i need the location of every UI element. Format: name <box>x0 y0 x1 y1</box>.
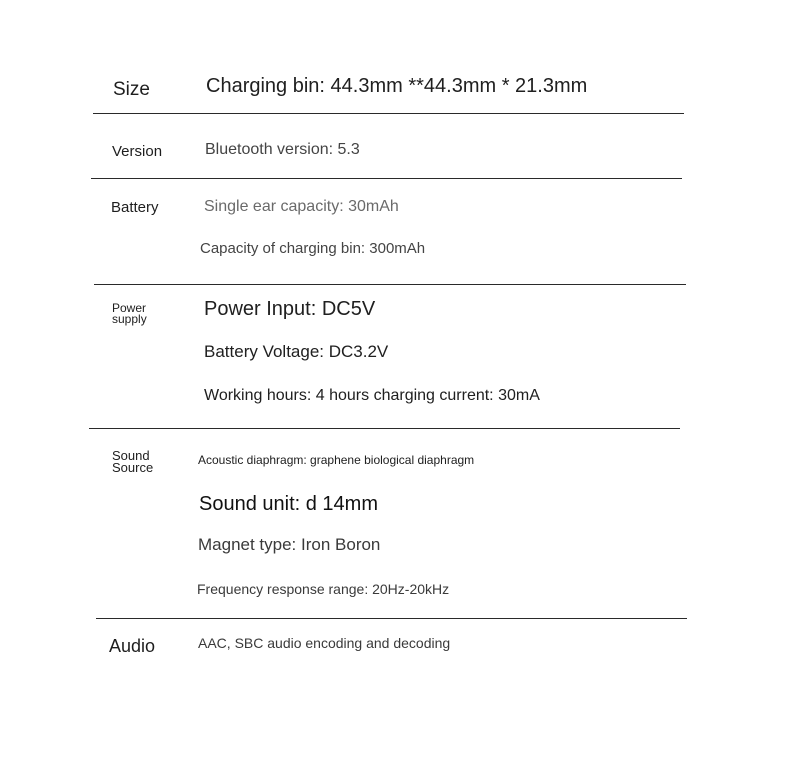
row-divider <box>93 113 684 114</box>
size-value: Charging bin: 44.3mm **44.3mm * 21.3mm <box>206 75 588 97</box>
battery-voltage: Battery Voltage: DC3.2V <box>204 342 389 361</box>
row-divider <box>96 618 687 619</box>
battery-single-ear-capacity: Single ear capacity: 30mAh <box>204 198 399 215</box>
sound-unit: Sound unit: d 14mm <box>199 493 378 515</box>
audio-label: Audio <box>109 636 156 656</box>
battery-charging-bin-capacity: Capacity of charging bin: 300mAh <box>200 240 426 257</box>
power-label-line2: supply <box>112 312 147 326</box>
power-label-line1: Power <box>112 301 147 315</box>
battery-label: Battery <box>111 199 159 216</box>
frequency-response: Frequency response range: 20Hz-20kHz <box>197 581 450 597</box>
sound-label-line2: Source <box>112 460 154 475</box>
sound-label-line1: Sound <box>112 448 150 463</box>
magnet-type: Magnet type: Iron Boron <box>198 535 381 554</box>
audio-codecs: AAC, SBC audio encoding and decoding <box>198 635 451 651</box>
version-value: Bluetooth version: 5.3 <box>205 141 360 158</box>
power-input: Power Input: DC5V <box>204 298 376 320</box>
row-divider <box>91 178 682 179</box>
size-label: Size <box>113 79 150 100</box>
working-hours: Working hours: 4 hours charging current: 30mA <box>204 387 540 404</box>
version-label: Version <box>112 143 163 160</box>
acoustic-diaphragm: Acoustic diaphragm: graphene biological diaphragm <box>198 453 475 467</box>
row-divider <box>89 428 680 429</box>
row-divider <box>94 284 686 285</box>
